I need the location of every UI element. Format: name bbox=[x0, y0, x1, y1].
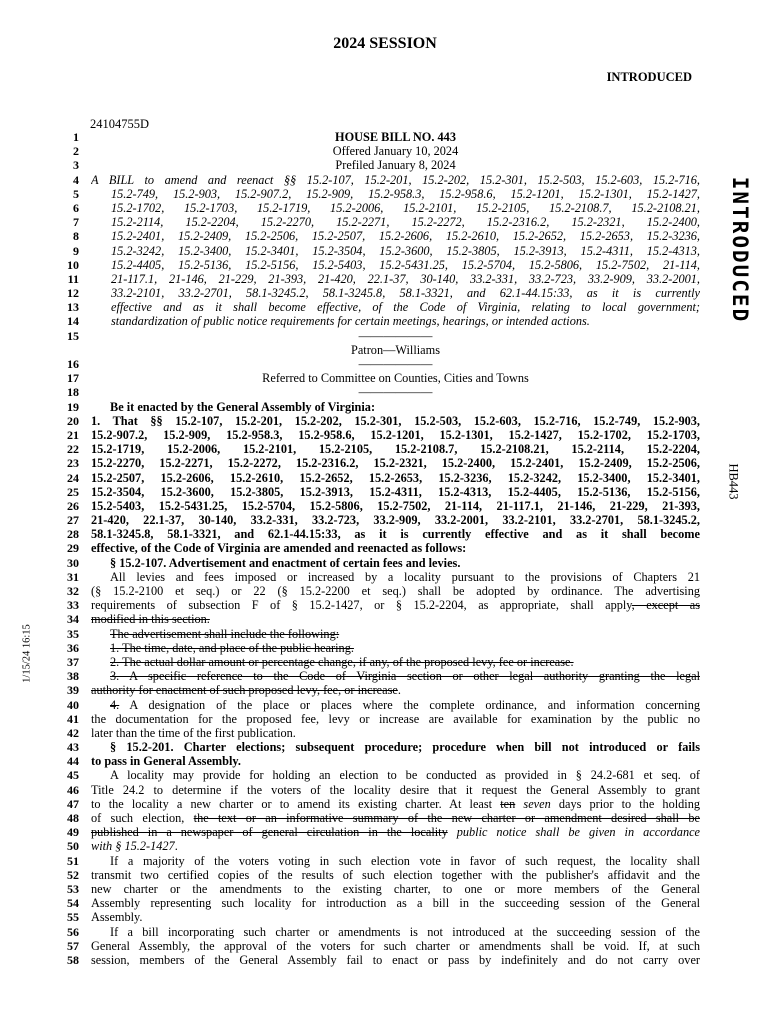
bill-side-label: HB443 bbox=[726, 463, 741, 500]
text-segment: later than the time of the first publication. bbox=[91, 725, 296, 740]
line-text bbox=[91, 329, 700, 343]
text-segment: A designation of the place or places where the complete ordinance, and information concerning bbox=[119, 697, 700, 712]
bill-line bbox=[60, 428, 700, 442]
text-segment: Patron—Williams bbox=[351, 342, 440, 357]
struck-text: modified in this section. bbox=[91, 612, 210, 627]
line-text bbox=[91, 144, 700, 158]
inserted-text: 21-117.1, 21-146, 21-229, 21-393, 21-420, 22.1-37, 30-140, 33.2-331, 33.2-723, 33.2-909, 33.2-2001, bbox=[111, 271, 700, 286]
line-text bbox=[91, 471, 700, 485]
line-text bbox=[91, 726, 700, 740]
bill-line bbox=[60, 201, 700, 215]
line-text bbox=[91, 910, 700, 924]
struck-text: 3. A specific reference to the Code of Virginia section or other legal authority granting the legal bbox=[110, 669, 700, 684]
line-number: 18 bbox=[67, 385, 79, 400]
line-number: 15 bbox=[67, 328, 79, 343]
text-segment: of such election, bbox=[91, 811, 194, 825]
bill-line bbox=[60, 456, 700, 470]
bill-line bbox=[60, 314, 700, 328]
text-segment: If a bill incorporating such charter or amendments is not introduced at the succeeding session of the bbox=[110, 924, 700, 939]
line-number: 26 bbox=[67, 498, 79, 513]
text-segment: to pass in General Assembly. bbox=[91, 754, 241, 769]
line-text bbox=[91, 527, 700, 541]
line-number: 56 bbox=[67, 924, 79, 939]
line-number: 28 bbox=[67, 527, 79, 542]
line-text bbox=[91, 485, 700, 499]
bill-line bbox=[60, 173, 700, 187]
timestamp-side-label: 1/15/24 16:15 bbox=[21, 624, 33, 683]
line-text bbox=[91, 343, 700, 357]
text-segment: Assembly representing such locality for introduction as a bill in the succeeding session of the General bbox=[91, 896, 700, 911]
bill-line bbox=[60, 527, 700, 541]
line-text bbox=[91, 300, 700, 314]
struck-text: the text or an informative summary of the new charter or amendment desired shall be bbox=[193, 811, 700, 825]
line-text bbox=[91, 896, 700, 910]
inserted-text: effective and as it shall become effective, of the Code of Virginia, relating to local government; bbox=[111, 300, 700, 315]
text-segment: requirements of subsection F of § 15.2-1427, or § 15.2-2204, as appropriate, shall apply bbox=[91, 598, 632, 613]
line-number: 51 bbox=[67, 853, 79, 868]
line-text bbox=[91, 314, 700, 328]
line-text bbox=[91, 187, 700, 201]
line-text bbox=[91, 754, 700, 768]
bill-status: INTRODUCED bbox=[606, 70, 692, 84]
line-text bbox=[91, 385, 700, 399]
text-segment: Title 24.2 to determine if the voters of the locality desire that it request the General Assembly to grant bbox=[91, 782, 700, 797]
line-text bbox=[91, 513, 700, 527]
line-number: 34 bbox=[67, 612, 79, 627]
bill-line bbox=[60, 471, 700, 485]
bill-line bbox=[60, 541, 700, 555]
bill-line bbox=[60, 215, 700, 229]
bill-line bbox=[60, 371, 700, 385]
line-number: 16 bbox=[67, 357, 79, 371]
line-text bbox=[91, 556, 700, 570]
line-number: 40 bbox=[67, 697, 79, 712]
bill-line bbox=[60, 343, 700, 357]
text-segment: Be it enacted by the General Assembly of Virginia: bbox=[110, 399, 376, 414]
line-text bbox=[91, 712, 700, 726]
line-text bbox=[91, 882, 700, 896]
bill-line bbox=[60, 229, 700, 243]
line-number: 22 bbox=[67, 442, 79, 457]
line-text bbox=[91, 272, 700, 286]
line-text bbox=[91, 612, 700, 626]
bill-line bbox=[60, 882, 700, 896]
line-number: 7 bbox=[73, 215, 79, 230]
line-text bbox=[91, 158, 700, 172]
line-number: 33 bbox=[67, 598, 79, 613]
bill-line bbox=[60, 130, 700, 144]
line-text bbox=[91, 201, 700, 215]
line-number: 2 bbox=[73, 144, 79, 159]
line-number: 46 bbox=[67, 782, 79, 797]
bill-line bbox=[60, 797, 700, 811]
line-text bbox=[91, 839, 700, 853]
text-segment: session, members of the General Assembly fail to enact or pass by indefinitely and do not carry over bbox=[91, 952, 700, 967]
line-text bbox=[91, 584, 700, 598]
text-segment: new charter or the amendments to the existing charter, to one or more members of the General bbox=[91, 881, 700, 896]
bill-line bbox=[60, 400, 700, 414]
line-number: 10 bbox=[67, 257, 79, 272]
bill-line bbox=[60, 854, 700, 868]
line-number: 43 bbox=[67, 740, 79, 755]
line-number: 4 bbox=[73, 172, 79, 187]
bill-line bbox=[60, 584, 700, 598]
line-number: 21 bbox=[67, 427, 79, 442]
text-segment: All levies and fees imposed or increased by a locality pursuant to the provisions of Chapters 21 bbox=[110, 569, 700, 584]
line-text bbox=[91, 456, 700, 470]
struck-text: , except as bbox=[631, 598, 700, 613]
text-segment: A locality may provide for holding an election to be conducted as provided in § 24.2-681 et seq. of bbox=[110, 768, 700, 783]
line-text bbox=[91, 811, 700, 825]
bill-line bbox=[60, 612, 700, 626]
bill-line bbox=[60, 598, 700, 612]
line-number: 31 bbox=[67, 569, 79, 584]
text-segment: If a majority of the voters voting in such election vote in favor of such request, the locality shall bbox=[110, 853, 700, 868]
text-segment: § 15.2-201. Charter elections; subsequent procedure; procedure when bill not introduced or fails bbox=[110, 740, 700, 755]
line-text bbox=[91, 371, 700, 385]
bill-line bbox=[60, 485, 700, 499]
line-number: 55 bbox=[67, 910, 79, 925]
struck-text: 1. The time, date, and place of the public hearing. bbox=[110, 640, 354, 655]
line-number: 36 bbox=[67, 640, 79, 655]
bill-line bbox=[60, 740, 700, 754]
line-text bbox=[91, 428, 700, 442]
bill-line bbox=[60, 768, 700, 782]
bill-line bbox=[60, 414, 700, 428]
document-id: 24104755D bbox=[90, 117, 150, 131]
line-number: 41 bbox=[67, 711, 79, 726]
line-number: 29 bbox=[67, 541, 79, 556]
line-text bbox=[91, 598, 700, 612]
text-segment: days prior to the holding bbox=[550, 796, 700, 811]
bill-line bbox=[60, 158, 700, 172]
introduced-side-stamp: INTRODUCED bbox=[728, 176, 752, 324]
struck-text: The advertisement shall include the following: bbox=[110, 626, 340, 641]
bill-line bbox=[60, 556, 700, 570]
line-number: 32 bbox=[67, 584, 79, 598]
line-text bbox=[91, 797, 700, 811]
inserted-text: 15.2-2401, 15.2-2409, 15.2-2506, 15.2-2507, 15.2-2606, 15.2-2610, 15.2-2652, 15.2-2653, 15.2-3236, bbox=[111, 229, 700, 244]
line-number: 30 bbox=[67, 555, 79, 570]
line-number: 52 bbox=[67, 867, 79, 882]
bill-line bbox=[60, 144, 700, 158]
bill-line bbox=[60, 385, 700, 399]
line-text bbox=[91, 442, 700, 456]
line-text bbox=[91, 854, 700, 868]
text-segment: 15.2-1719, 15.2-2006, 15.2-2101, 15.2-2105, 15.2-2108.7, 15.2-2108.21, 15.2-2114, 15.2-2204, bbox=[91, 442, 700, 457]
line-number: 54 bbox=[67, 896, 79, 911]
text-segment: 15.2-5403, 15.2-5431.25, 15.2-5704, 15.2-5806, 15.2-7502, 21-114, 21-117.1, 21-146, 21-229, 21-393, bbox=[91, 498, 700, 513]
line-text bbox=[91, 258, 700, 272]
line-text bbox=[91, 173, 700, 187]
bill-line bbox=[60, 698, 700, 712]
line-number: 45 bbox=[67, 768, 79, 783]
line-number: 50 bbox=[67, 839, 79, 854]
line-text bbox=[91, 925, 700, 939]
bill-line bbox=[60, 513, 700, 527]
bill-line bbox=[60, 669, 700, 683]
inserted-text: 15.2-4405, 15.2-5136, 15.2-5156, 15.2-5403, 15.2-5431.25, 15.2-5704, 15.2-5806, 15.2-7502, 21-114, bbox=[111, 257, 700, 272]
text-segment: Referred to Committee on Counties, Cities and Towns bbox=[262, 371, 529, 386]
text-segment: General Assembly, the approval of the voters for such charter or amendments shall be void. If, at such bbox=[91, 938, 700, 953]
bill-line bbox=[60, 187, 700, 201]
text-segment: 15.2-2507, 15.2-2606, 15.2-2610, 15.2-2652, 15.2-2653, 15.2-3236, 15.2-3242, 15.2-3400, 15.2-3401, bbox=[91, 470, 700, 485]
line-number: 39 bbox=[67, 683, 79, 698]
text-segment: HOUSE BILL NO. 443 bbox=[335, 130, 456, 144]
bill-line bbox=[60, 286, 700, 300]
session-heading: 2024 SESSION bbox=[333, 35, 437, 52]
text-segment: transmit two certified copies of the results of such election together with the publisher's affidavit and the bbox=[91, 867, 700, 882]
line-number: 9 bbox=[73, 243, 79, 258]
text-segment: —————— bbox=[358, 385, 433, 400]
bill-line bbox=[60, 754, 700, 768]
bill-line bbox=[60, 655, 700, 669]
inserted-text: seven bbox=[523, 796, 551, 811]
bill-line bbox=[60, 712, 700, 726]
line-number: 25 bbox=[67, 484, 79, 499]
bill-line bbox=[60, 925, 700, 939]
line-text bbox=[91, 683, 700, 697]
line-number: 44 bbox=[67, 754, 79, 769]
line-number: 58 bbox=[67, 952, 79, 967]
bill-line bbox=[60, 258, 700, 272]
bill-line bbox=[60, 272, 700, 286]
line-number: 57 bbox=[67, 938, 79, 953]
line-number: 53 bbox=[67, 881, 79, 896]
bill-line bbox=[60, 726, 700, 740]
bill-line bbox=[60, 329, 700, 343]
struck-text: authority for enactment of such proposed levy, fee, or increase bbox=[91, 683, 398, 698]
line-text bbox=[91, 669, 700, 683]
line-number: 23 bbox=[67, 456, 79, 471]
line-number: 1 bbox=[73, 130, 79, 144]
line-number: 5 bbox=[73, 186, 79, 201]
text-segment: to the locality a new charter or to amend its existing charter. At least bbox=[91, 796, 501, 811]
line-number: 49 bbox=[67, 825, 79, 840]
bill-line bbox=[60, 953, 700, 967]
text-segment: the documentation for the proposed fee, levy or increase are available for examination by the public no bbox=[91, 711, 700, 726]
line-number: 47 bbox=[67, 796, 79, 811]
line-number: 3 bbox=[73, 158, 79, 173]
bill-line bbox=[60, 825, 700, 839]
line-text bbox=[91, 229, 700, 243]
bill-text-body bbox=[60, 130, 700, 967]
bill-line bbox=[60, 939, 700, 953]
text-segment: —————— bbox=[358, 357, 433, 371]
line-number: 12 bbox=[67, 286, 79, 301]
line-text bbox=[91, 868, 700, 882]
line-number: 6 bbox=[73, 200, 79, 215]
bill-line bbox=[60, 910, 700, 924]
line-number: 11 bbox=[67, 271, 79, 286]
line-number: 17 bbox=[67, 371, 79, 386]
line-number: 37 bbox=[67, 654, 79, 669]
text-segment: 21-420, 22.1-37, 30-140, 33.2-331, 33.2-723, 33.2-909, 33.2-2001, 33.2-2101, 33.2-2701, 58.1-3245.2, bbox=[91, 513, 700, 528]
inserted-text: 15.2-2114, 15.2-2204, 15.2-2270, 15.2-2271, 15.2-2272, 15.2-2316.2, 15.2-2321, 15.2-2400, bbox=[111, 215, 700, 230]
line-number: 14 bbox=[67, 314, 79, 329]
inserted-text: public notice shall be given in accordance bbox=[447, 825, 700, 840]
text-segment: . bbox=[397, 683, 401, 698]
line-number: 20 bbox=[67, 413, 79, 428]
line-number: 48 bbox=[67, 811, 79, 825]
line-number: 13 bbox=[67, 300, 79, 315]
struck-text: 2. The actual dollar amount or percentage change, if any, of the proposed levy, fee or increase. bbox=[110, 654, 574, 669]
bill-line bbox=[60, 683, 700, 697]
text-segment: . bbox=[174, 839, 178, 854]
bill-line bbox=[60, 627, 700, 641]
bill-line bbox=[60, 783, 700, 797]
line-text bbox=[91, 570, 700, 584]
bill-line bbox=[60, 357, 700, 371]
line-text bbox=[91, 400, 700, 414]
inserted-text: standardization of public notice requirements for certain meetings, hearings, or intended actions. bbox=[111, 314, 590, 329]
line-text bbox=[91, 499, 700, 513]
line-text bbox=[91, 541, 700, 555]
inserted-text: with § 15.2-1427 bbox=[91, 839, 175, 854]
text-segment: (§ 15.2-2100 et seq.) or 22 (§ 15.2-2200 et seq.) shall be adopted by ordinance. The advertising bbox=[91, 584, 700, 598]
line-number: 8 bbox=[73, 229, 79, 244]
line-text bbox=[91, 215, 700, 229]
line-number: 27 bbox=[67, 513, 79, 528]
line-text bbox=[91, 357, 700, 371]
text-segment: 15.2-907.2, 15.2-909, 15.2-958.3, 15.2-958.6, 15.2-1201, 15.2-1301, 15.2-1427, 15.2-1702, 15.2-1703, bbox=[91, 427, 700, 442]
text-segment: Assembly. bbox=[91, 910, 143, 925]
line-number: 38 bbox=[67, 669, 79, 684]
line-number: 42 bbox=[67, 725, 79, 740]
line-number: 24 bbox=[67, 470, 79, 485]
inserted-text: 15.2-3242, 15.2-3400, 15.2-3401, 15.2-3504, 15.2-3600, 15.2-3805, 15.2-3913, 15.2-4311, 15.2-4313, bbox=[111, 243, 700, 258]
line-text bbox=[91, 740, 700, 754]
text-segment: effective, of the Code of Virginia are amended and reenacted as follows: bbox=[91, 541, 467, 556]
inserted-text: 15.2-749, 15.2-903, 15.2-907.2, 15.2-909, 15.2-958.3, 15.2-958.6, 15.2-1201, 15.2-1301, 15.2-1427, bbox=[111, 186, 700, 201]
text-segment: § 15.2-107. Advertisement and enactment of certain fees and levies. bbox=[110, 555, 461, 570]
struck-text: published in a newspaper of general circulation in the locality bbox=[91, 825, 448, 840]
bill-line bbox=[60, 811, 700, 825]
line-text bbox=[91, 953, 700, 967]
inserted-text: A BILL to amend and reenact §§ 15.2-107, 15.2-201, 15.2-202, 15.2-301, 15.2-503, 15.2-603, 15.2-716, bbox=[91, 172, 700, 187]
line-text bbox=[91, 698, 700, 712]
bill-line bbox=[60, 896, 700, 910]
line-text bbox=[91, 641, 700, 655]
struck-text: 4. bbox=[110, 697, 120, 712]
bill-line bbox=[60, 244, 700, 258]
inserted-text: 15.2-1702, 15.2-1703, 15.2-1719, 15.2-2006, 15.2-2101, 15.2-2105, 15.2-2108.7, 15.2-2108.21, bbox=[111, 200, 700, 215]
line-text bbox=[91, 414, 700, 428]
line-text bbox=[91, 939, 700, 953]
bill-line bbox=[60, 868, 700, 882]
bill-line bbox=[60, 442, 700, 456]
line-text bbox=[91, 825, 700, 839]
line-text bbox=[91, 627, 700, 641]
line-text bbox=[91, 286, 700, 300]
text-segment: —————— bbox=[358, 328, 433, 343]
line-text bbox=[91, 244, 700, 258]
text-segment: 15.2-2270, 15.2-2271, 15.2-2272, 15.2-2316.2, 15.2-2321, 15.2-2400, 15.2-2401, 15.2-2409, 15.2-2506, bbox=[91, 456, 700, 471]
text-segment: Prefiled January 8, 2024 bbox=[335, 158, 456, 173]
inserted-text: 33.2-2101, 33.2-2701, 58.1-3245.2, 58.1-3245.8, 58.1-3321, and 62.1-44.15:33, as it is currently bbox=[111, 286, 700, 301]
text-segment: 58.1-3245.8, 58.1-3321, and 62.1-44.15:33, as it is currently effective and as it shall become bbox=[91, 527, 700, 542]
line-text bbox=[91, 783, 700, 797]
text-segment: Offered January 10, 2024 bbox=[332, 144, 459, 159]
line-number: 19 bbox=[67, 399, 79, 414]
bill-line bbox=[60, 300, 700, 314]
bill-line bbox=[60, 570, 700, 584]
line-number: 35 bbox=[67, 626, 79, 641]
line-text bbox=[91, 655, 700, 669]
line-text bbox=[91, 130, 700, 144]
line-text bbox=[91, 768, 700, 782]
struck-text: ten bbox=[500, 796, 516, 811]
bill-line bbox=[60, 499, 700, 513]
text-segment: 1. That §§ 15.2-107, 15.2-201, 15.2-202, 15.2-301, 15.2-503, 15.2-603, 15.2-716, 15.2-749, 15.2-903, bbox=[91, 413, 700, 428]
bill-line bbox=[60, 839, 700, 853]
bill-line bbox=[60, 641, 700, 655]
text-segment: 15.2-3504, 15.2-3600, 15.2-3805, 15.2-3913, 15.2-4311, 15.2-4313, 15.2-4405, 15.2-5136, 15.2-5156, bbox=[91, 484, 700, 499]
